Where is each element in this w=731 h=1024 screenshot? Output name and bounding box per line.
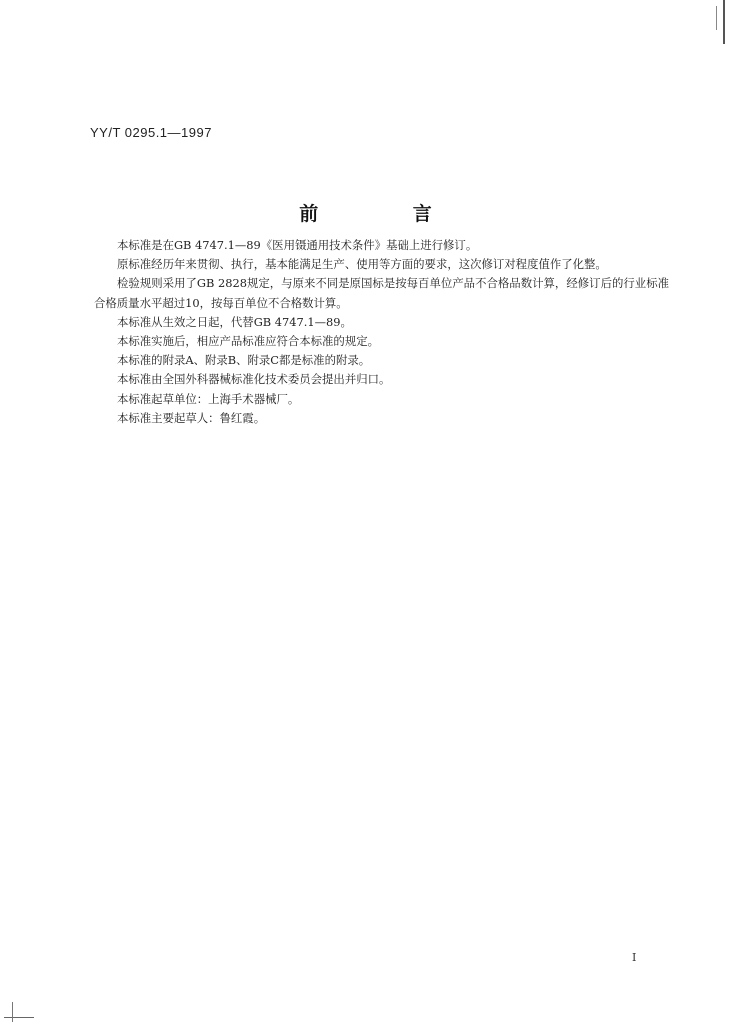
foreword-body: [94, 236, 669, 428]
paragraph: 本标准主要起草人：鲁红霞。: [117, 410, 266, 425]
paragraph: 本标准从生效之日起，代替GB 4747.1—89。: [117, 314, 352, 329]
paragraph: 本标准由全国外科器械标准化技术委员会提出并归口。: [117, 372, 391, 387]
scan-artifact-mark: [12, 1002, 13, 1022]
scan-artifact-mark: [723, 0, 725, 44]
paragraph: 本标准的附录A、附录B、附录C都是标准的附录。: [117, 353, 371, 368]
standard-code: YY/T 0295.1—1997: [90, 125, 212, 140]
page-number: I: [632, 951, 637, 964]
paragraph: 本标准是在GB 4747.1—89《医用镊通用技术条件》基础上进行修订。: [117, 238, 478, 252]
scan-artifact-mark: [4, 1017, 34, 1018]
paragraph: 本标准实施后，相应产品标准应符合本标准的规定。: [117, 334, 379, 349]
page-title: 前 言: [299, 203, 476, 225]
paragraph: 检验规则采用了GB 2828规定，与原来不同是原国标是按每百单位产品不合格品数计算，经修订后的行业标准合格质量水平超过10，按每百单位不合格数计算。: [94, 276, 669, 310]
paragraph: 本标准起草单位：上海手术器械厂。: [117, 391, 300, 406]
scan-artifact-mark: [716, 6, 717, 30]
paragraph: 原标准经历年来贯彻、执行，基本能满足生产、使用等方面的要求，这次修订对程度值作了化整。: [117, 257, 607, 272]
